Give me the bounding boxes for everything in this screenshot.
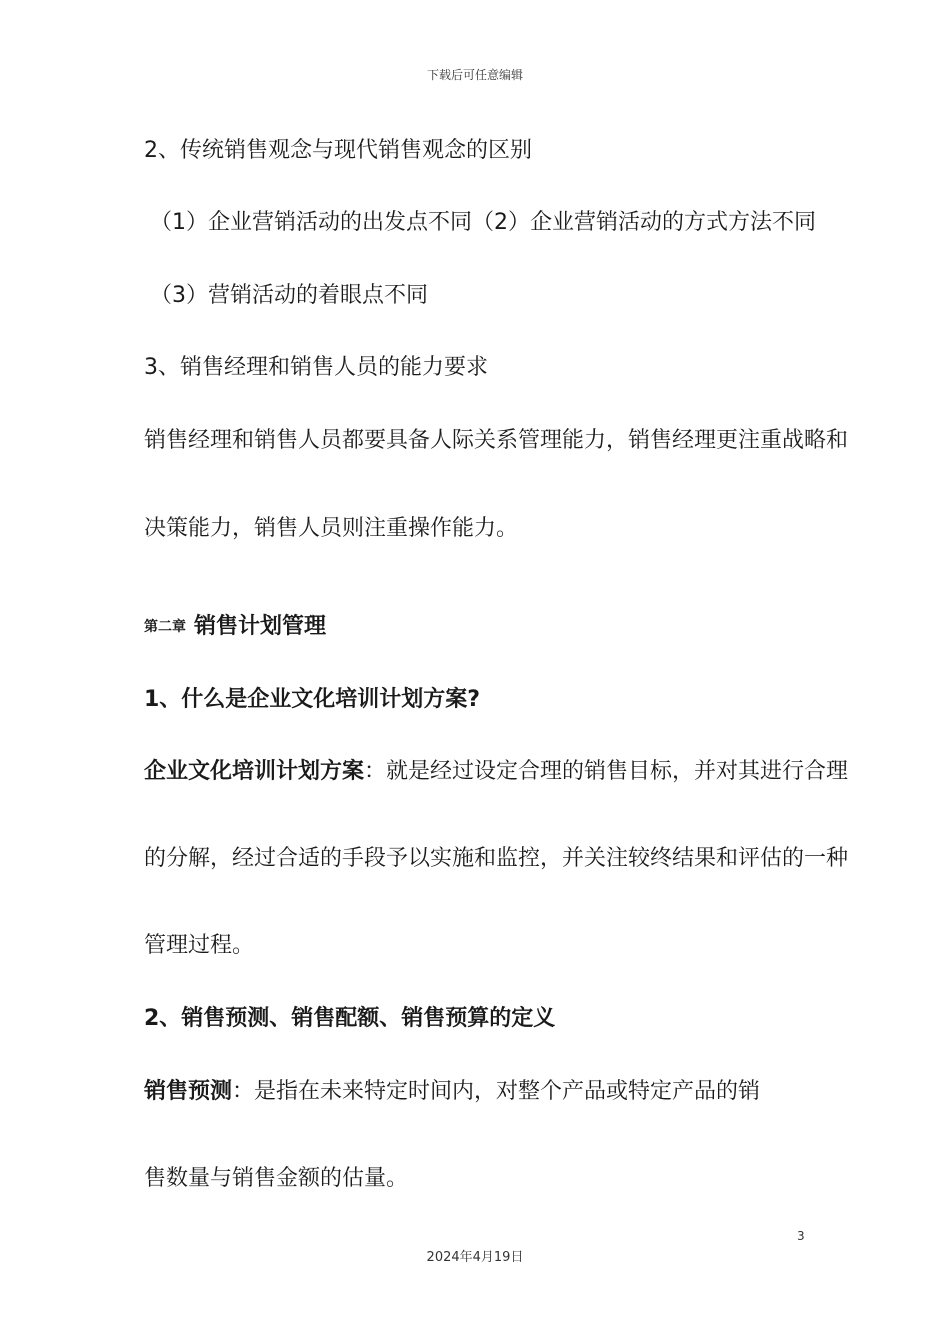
chapter-heading <box>144 612 326 642</box>
definition-1-line-1 <box>144 757 848 787</box>
chapter-prefix: 第二章 <box>144 619 186 635</box>
definition-2-term: 销售预测 <box>144 1079 233 1104</box>
paragraph-line-1: 销售经理和销售人员都要具备人际关系管理能力，销售经理更注重战略和 <box>144 428 849 453</box>
definition-1-term: 企业文化培训计划方案 <box>144 759 365 784</box>
list-items-line-1: （1）企业营销活动的出发点不同（2）企业营销活动的方式方法不同 <box>150 210 816 235</box>
definition-1-line-3: 管理过程。 <box>144 933 255 958</box>
definition-2-line-1 <box>144 1077 760 1107</box>
question-1: 1、什么是企业文化培训计划方案? <box>144 687 481 712</box>
definition-2-text: ：是指在未来特定时间内，对整个产品或特定产品的销 <box>232 1079 761 1104</box>
definition-1-text: ：就是经过设定合理的销售目标，并对其进行合理 <box>364 759 849 784</box>
chapter-title: 销售计划管理 <box>194 614 327 639</box>
definition-1-line-2: 的分解，经过合适的手段予以实施和监控，并关注较终结果和评估的一种 <box>144 846 849 871</box>
page-number: 3 <box>797 1229 805 1243</box>
question-2: 2、销售预测、销售配额、销售预算的定义 <box>144 1006 556 1031</box>
page-header: 下载后可任意编辑 <box>426 68 523 82</box>
heading-ability-requirements: 3、销售经理和销售人员的能力要求 <box>144 355 488 380</box>
heading-traditional-vs-modern: 2、传统销售观念与现代销售观念的区别 <box>144 138 532 163</box>
list-items-line-2: （3）营销活动的着眼点不同 <box>150 283 428 308</box>
definition-2-line-2: 售数量与销售金额的估量。 <box>144 1166 409 1191</box>
paragraph-line-2: 决策能力，销售人员则注重操作能力。 <box>144 516 519 541</box>
footer-date: 2024年4月19日 <box>426 1250 524 1265</box>
